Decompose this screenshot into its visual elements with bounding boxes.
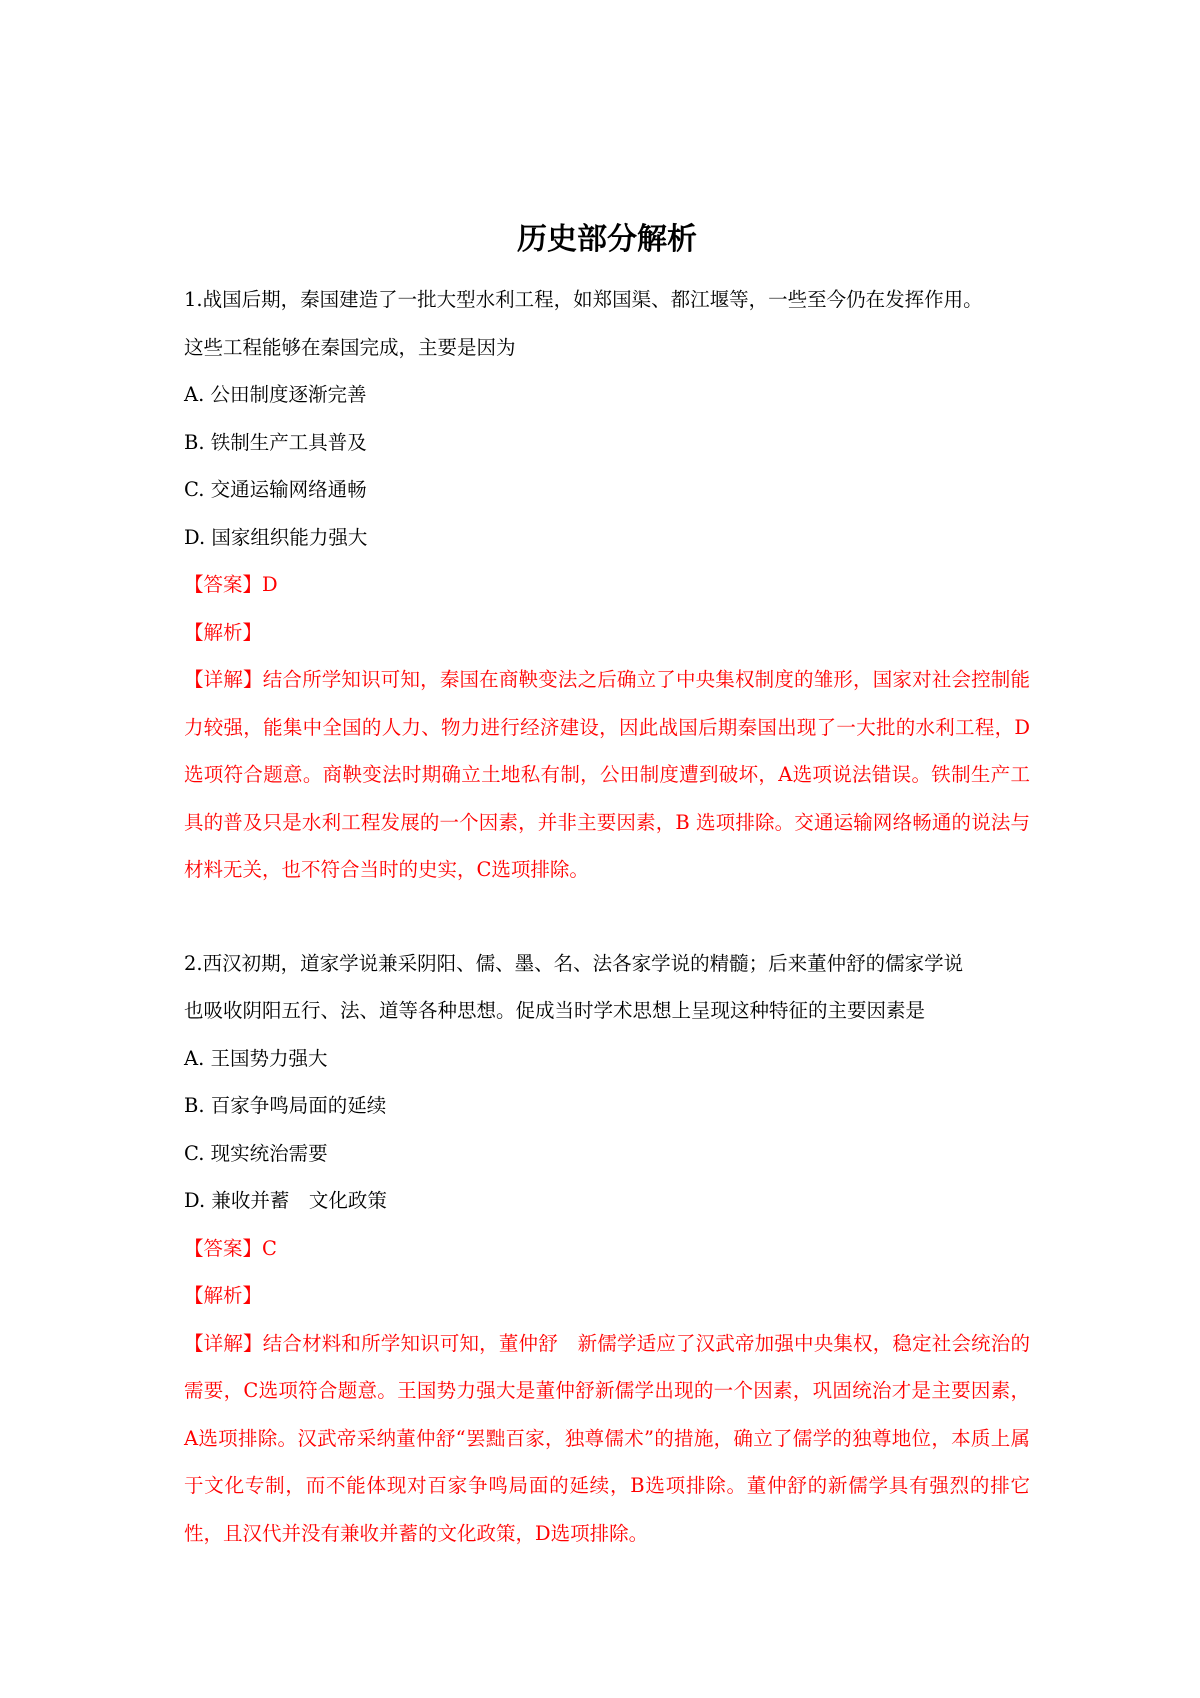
analysis-detail: 【详解】结合所学知识可知，秦国在商鞅变法之后确立了中央集权制度的雏形，国家对社会控制能力较强，能集中全国的人力、物力进行经济建设，因此战国后期秦国出现了一大批的水利工程，D选项符合题意。商鞅变法时期确立土地私有制，公田制度遭到破坏，A选项说法错误。铁制生产工具的普及只是水利工程发展的一个因素，并非主要因素，B 选项排除。交通运输网络畅通的说法与材料无关，也不符合当时的史实，C选项排除。 [184,668,1030,881]
document-page [184,216,1030,1557]
question-stem-line: 2.西汉初期，道家学说兼采阴阳、儒、墨、名、法各家学说的精髓；后来董仲舒的儒家学说 [184,951,964,975]
question-stem-line: 这些工程能够在秦国完成，主要是因为 [184,335,516,359]
option-c: C. 交通运输网络通畅 [184,478,367,501]
option-d: D. 兼收并蓄 文化政策 [184,1189,387,1212]
analysis-detail: 【详解】结合材料和所学知识可知，董仲舒 新儒学适应了汉武帝加强中央集权，稳定社会统治的需要，C选项符合题意。王国势力强大是董仲舒新儒学出现的一个因素，巩固统治才是主要因素，A选项排除。汉武帝采纳董仲舒“罢黜百家，独尊儒术”的措施，确立了儒学的独尊地位，本质上属于文化专制，而不能体现对百家争鸣局面的延续，B选项排除。董仲舒的新儒学具有强烈的排它性，且汉代并没有兼收并蓄的文化政策，D选项排除。 [184,1331,1030,1545]
option-c: C. 现实统治需要 [184,1141,328,1165]
analysis-label: 【解析】 [184,620,263,644]
option-a: A. 公田制度逐渐完善 [184,383,367,406]
question-stem-line: 也吸收阴阳五行、法、道等各种思想。促成当时学术思想上呈现这种特征的主要因素是 [184,999,926,1022]
question-2 [184,940,1030,1558]
answer: 【答案】C [184,1236,277,1260]
option-d: D. 国家组织能力强大 [184,525,368,549]
question-stem-line: 1.战国后期，秦国建造了一批大型水利工程，如郑国渠、都江堰等，一些至今仍在发挥作用。 [184,288,983,311]
answer: 【答案】D [184,573,278,596]
question-1 [184,276,1030,894]
page-title: 历史部分解析 [517,222,697,257]
option-a: A. 王国势力强大 [184,1046,328,1070]
option-b: B. 铁制生产工具普及 [184,430,367,454]
analysis-label: 【解析】 [184,1284,263,1307]
section-spacer [184,894,1030,940]
option-b: B. 百家争鸣局面的延续 [184,1094,387,1117]
